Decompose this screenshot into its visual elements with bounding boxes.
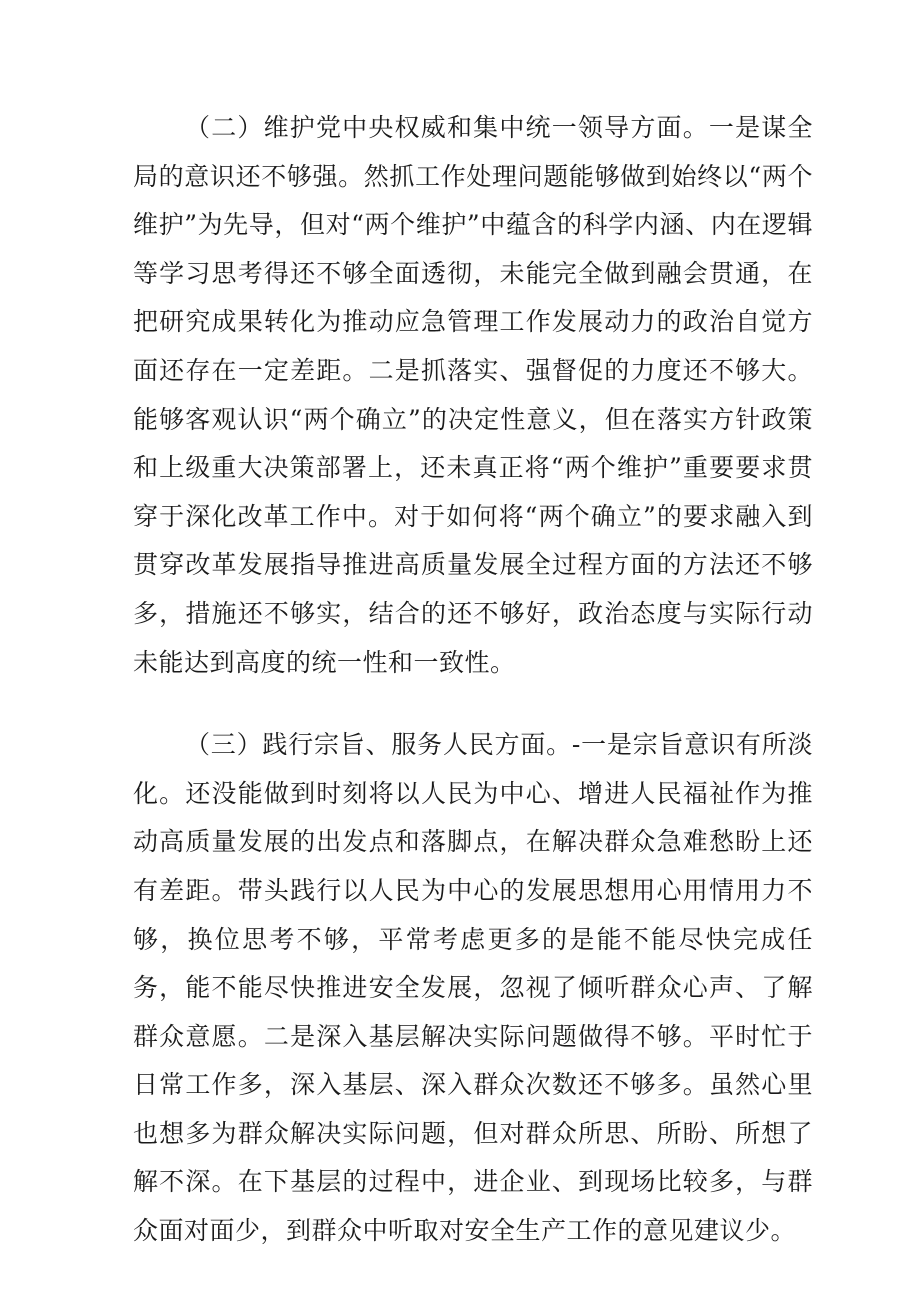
document-body [133,104,813,1256]
paragraph-section-three: （三）践行宗旨、服务人民方面。-一是宗旨意识有所淡化。还没能做到时刻将以人民为中心、增进人民福祉作为推动高质量发展的出发点和落脚点，在解决群众急难愁盼上还有差距。带头践行以人民为中心的发展思想用心用情用力不够，换位思考不够，平常考虑更多的是能不能尽快完成任务，能不能尽快推进安全发展，忽视了倾听群众心声、了解群众意愿。二是深入基层解决实际问题做得不够。平时忙于日常工作多，深入基层、深入群众次数还不够多。虽然心里也想多为群众解决实际问题，但对群众所思、所盼、所想了解不深。在下基层的过程中，进企业、到现场比较多，与群众面对面少，到群众中听取对安全生产工作的意见建议少。 [133,730,813,1246]
paragraph-section-two: （二）维护党中央权威和集中统一领导方面。一是谋全局的意识还不够强。然抓工作处理问题能够做到始终以“两个维护”为先导，但对“两个维护”中蕴含的科学内涵、内在逻辑等学习思考得还不够全面透彻，未能完全做到融会贯通，在把研究成果转化为推动应急管理工作发展动力的政治自觉方面还存在一定差距。二是抓落实、强督促的力度还不够大。能够客观认识“两个确立”的决定性意义，但在落实方针政策和上级重大决策部署上，还未真正将“两个维护”重要要求贯穿于深化改革工作中。对于如何将“两个确立”的要求融入到贯穿改革发展指导推进高质量发展全过程方面的方法还不够多，措施还不够实，结合的还不够好，政治态度与实际行动未能达到高度的统一性和一致性。 [133,113,813,677]
